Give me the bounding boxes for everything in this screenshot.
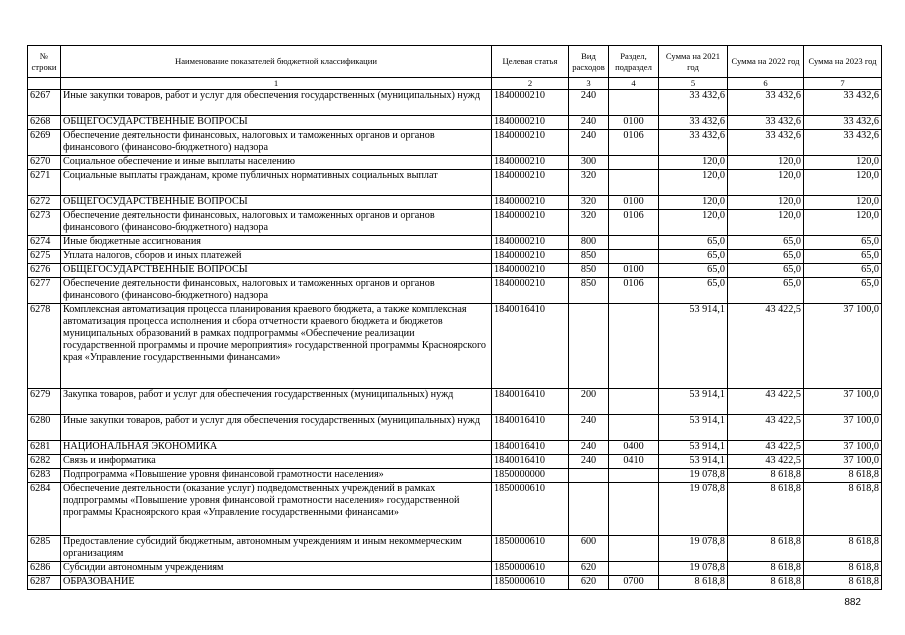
- expense-type: 620: [569, 562, 609, 576]
- sum-2022: 65,0: [728, 264, 804, 278]
- expense-type: [569, 483, 609, 536]
- sum-2022: 43 422,5: [728, 441, 804, 455]
- sum-2021: 65,0: [659, 278, 728, 304]
- row-number: 6274: [28, 236, 61, 250]
- indicator-name: ОБЩЕГОСУДАРСТВЕННЫЕ ВОПРОСЫ: [61, 264, 492, 278]
- sum-2021: 8 618,8: [659, 576, 728, 590]
- expense-type: 240: [569, 90, 609, 116]
- sum-2023: 8 618,8: [804, 469, 882, 483]
- row-number: 6271: [28, 170, 61, 196]
- expense-type: 240: [569, 455, 609, 469]
- sum-2022: 65,0: [728, 250, 804, 264]
- sum-2021: 19 078,8: [659, 483, 728, 536]
- table-row: [28, 455, 882, 469]
- sum-2023: 65,0: [804, 236, 882, 250]
- sum-2022: 120,0: [728, 196, 804, 210]
- sum-2021: 33 432,6: [659, 90, 728, 116]
- sum-2023: 33 432,6: [804, 90, 882, 116]
- expense-type: 620: [569, 576, 609, 590]
- section-code: [609, 536, 659, 562]
- target-article: 1840016410: [492, 389, 569, 415]
- target-article: 1840000210: [492, 116, 569, 130]
- header-sum-2021: Сумма на 2021 год: [659, 46, 728, 78]
- sum-2023: 37 100,0: [804, 441, 882, 455]
- column-index: 5: [659, 78, 728, 90]
- row-number: 6268: [28, 116, 61, 130]
- indicator-name: Уплата налогов, сборов и иных платежей: [61, 250, 492, 264]
- table-body: [28, 90, 882, 590]
- header-type: Вид расходов: [569, 46, 609, 78]
- sum-2021: 19 078,8: [659, 562, 728, 576]
- target-article: 1840016410: [492, 304, 569, 389]
- indicator-name: ОБРАЗОВАНИЕ: [61, 576, 492, 590]
- target-article: 1850000610: [492, 562, 569, 576]
- row-number: 6279: [28, 389, 61, 415]
- expense-type: 850: [569, 250, 609, 264]
- section-code: 0410: [609, 455, 659, 469]
- header-section: Раздел, подраздел: [609, 46, 659, 78]
- sum-2021: 53 914,1: [659, 455, 728, 469]
- row-number: 6270: [28, 156, 61, 170]
- page-number: 882: [844, 597, 861, 608]
- expense-type: 850: [569, 278, 609, 304]
- sum-2021: 120,0: [659, 210, 728, 236]
- target-article: 1840016410: [492, 455, 569, 469]
- section-code: 0100: [609, 116, 659, 130]
- indicator-name: Обеспечение деятельности (оказание услуг) подведомственных учреждений в рамках подпрограммы «Повышение уровня финансовой грамотности населения» государственной программы Красноярского края «Управление государственными финансами»: [61, 483, 492, 536]
- row-number: 6275: [28, 250, 61, 264]
- target-article: 1840000210: [492, 210, 569, 236]
- table-row: [28, 536, 882, 562]
- section-code: [609, 483, 659, 536]
- section-code: [609, 415, 659, 441]
- target-article: 1850000610: [492, 536, 569, 562]
- sum-2023: 33 432,6: [804, 116, 882, 130]
- indicator-name: Подпрограмма «Повышение уровня финансовой грамотности населения»: [61, 469, 492, 483]
- row-number: 6284: [28, 483, 61, 536]
- target-article: 1840016410: [492, 441, 569, 455]
- target-article: 1840000210: [492, 170, 569, 196]
- table-row: [28, 278, 882, 304]
- section-code: 0700: [609, 576, 659, 590]
- sum-2022: 43 422,5: [728, 304, 804, 389]
- expense-type: 300: [569, 156, 609, 170]
- section-code: [609, 469, 659, 483]
- target-article: 1850000610: [492, 576, 569, 590]
- sum-2021: 65,0: [659, 264, 728, 278]
- indicator-name: Социальное обеспечение и иные выплаты населению: [61, 156, 492, 170]
- indicator-name: ОБЩЕГОСУДАРСТВЕННЫЕ ВОПРОСЫ: [61, 116, 492, 130]
- sum-2023: 8 618,8: [804, 576, 882, 590]
- table-row: [28, 236, 882, 250]
- section-code: 0106: [609, 130, 659, 156]
- expense-type: 600: [569, 536, 609, 562]
- sum-2022: 8 618,8: [728, 469, 804, 483]
- sum-2023: 65,0: [804, 264, 882, 278]
- row-number: 6287: [28, 576, 61, 590]
- section-code: [609, 156, 659, 170]
- row-number: 6282: [28, 455, 61, 469]
- expense-type: 240: [569, 116, 609, 130]
- sum-2021: 65,0: [659, 236, 728, 250]
- expense-type: [569, 304, 609, 389]
- target-article: 1840000210: [492, 156, 569, 170]
- table-row: [28, 250, 882, 264]
- column-index: 2: [492, 78, 569, 90]
- section-code: 0106: [609, 278, 659, 304]
- budget-table: [27, 45, 882, 590]
- header-name: Наименование показателей бюджетной классификации: [61, 46, 492, 78]
- column-index: 3: [569, 78, 609, 90]
- sum-2023: 37 100,0: [804, 415, 882, 441]
- expense-type: 240: [569, 415, 609, 441]
- target-article: 1840000210: [492, 130, 569, 156]
- section-code: [609, 90, 659, 116]
- sum-2023: 8 618,8: [804, 562, 882, 576]
- sum-2021: 19 078,8: [659, 536, 728, 562]
- section-code: 0100: [609, 196, 659, 210]
- target-article: 1840000210: [492, 236, 569, 250]
- table-row: [28, 156, 882, 170]
- table-row: [28, 415, 882, 441]
- sum-2022: 120,0: [728, 210, 804, 236]
- expense-type: 240: [569, 441, 609, 455]
- table-row: [28, 130, 882, 156]
- sum-2023: 120,0: [804, 196, 882, 210]
- row-number: 6281: [28, 441, 61, 455]
- table-row: [28, 441, 882, 455]
- indicator-name: Обеспечение деятельности финансовых, налоговых и таможенных органов и органов финансового (финансово-бюджетного) надзора: [61, 210, 492, 236]
- header-sum-2023: Сумма на 2023 год: [804, 46, 882, 78]
- sum-2021: 33 432,6: [659, 130, 728, 156]
- row-number: 6267: [28, 90, 61, 116]
- sum-2022: 8 618,8: [728, 576, 804, 590]
- sum-2023: 8 618,8: [804, 536, 882, 562]
- table-row: [28, 562, 882, 576]
- expense-type: 800: [569, 236, 609, 250]
- sum-2021: 53 914,1: [659, 304, 728, 389]
- sum-2022: 43 422,5: [728, 415, 804, 441]
- sum-2023: 120,0: [804, 156, 882, 170]
- section-code: 0100: [609, 264, 659, 278]
- sum-2022: 33 432,6: [728, 130, 804, 156]
- header-target: Целевая статья: [492, 46, 569, 78]
- row-number: 6277: [28, 278, 61, 304]
- sum-2022: 65,0: [728, 236, 804, 250]
- sum-2023: 37 100,0: [804, 455, 882, 469]
- sum-2023: 120,0: [804, 210, 882, 236]
- indicator-name: ОБЩЕГОСУДАРСТВЕННЫЕ ВОПРОСЫ: [61, 196, 492, 210]
- target-article: 1840000210: [492, 264, 569, 278]
- table-row: [28, 469, 882, 483]
- expense-type: 200: [569, 389, 609, 415]
- column-index: 6: [728, 78, 804, 90]
- table-row: [28, 210, 882, 236]
- header-row-no: № строки: [28, 46, 61, 78]
- target-article: 1840000210: [492, 90, 569, 116]
- column-index: 1: [61, 78, 492, 90]
- sum-2023: 120,0: [804, 170, 882, 196]
- expense-type: 320: [569, 170, 609, 196]
- sum-2022: 65,0: [728, 278, 804, 304]
- sum-2022: 120,0: [728, 170, 804, 196]
- table-row: [28, 116, 882, 130]
- section-code: [609, 562, 659, 576]
- column-index: 4: [609, 78, 659, 90]
- expense-type: 320: [569, 196, 609, 210]
- expense-type: 320: [569, 210, 609, 236]
- table-row: [28, 483, 882, 536]
- indicator-name: Иные закупки товаров, работ и услуг для обеспечения государственных (муниципальных) нужд: [61, 415, 492, 441]
- row-number: 6272: [28, 196, 61, 210]
- sum-2022: 8 618,8: [728, 562, 804, 576]
- target-article: 1850000610: [492, 483, 569, 536]
- row-number: 6278: [28, 304, 61, 389]
- section-code: [609, 304, 659, 389]
- column-index: 7: [804, 78, 882, 90]
- column-index: [28, 78, 61, 90]
- sum-2023: 33 432,6: [804, 130, 882, 156]
- sum-2023: 37 100,0: [804, 389, 882, 415]
- expense-type: 240: [569, 130, 609, 156]
- sum-2022: 8 618,8: [728, 536, 804, 562]
- table-row: [28, 90, 882, 116]
- table-row: [28, 576, 882, 590]
- indicator-name: Комплексная автоматизация процесса планирования краевого бюджета, а также комплексная автоматизация процесса исполнения и сбора отчетности краевого бюджета и бюджетов муниципальных образований в рамках подпрограммы «Обеспечение реализации государственной программы и прочие мероприятия» государственной программы Красноярского края «Управление государственными финансами»: [61, 304, 492, 389]
- sum-2022: 33 432,6: [728, 90, 804, 116]
- indicator-name: Обеспечение деятельности финансовых, налоговых и таможенных органов и органов финансового (финансово-бюджетного) надзора: [61, 278, 492, 304]
- row-number: 6286: [28, 562, 61, 576]
- table-row: [28, 389, 882, 415]
- indicator-name: НАЦИОНАЛЬНАЯ ЭКОНОМИКА: [61, 441, 492, 455]
- sum-2021: 33 432,6: [659, 116, 728, 130]
- sum-2022: 43 422,5: [728, 389, 804, 415]
- header-row: [28, 46, 882, 78]
- section-code: [609, 170, 659, 196]
- section-code: [609, 389, 659, 415]
- sum-2022: 120,0: [728, 156, 804, 170]
- section-code: 0400: [609, 441, 659, 455]
- sum-2021: 120,0: [659, 156, 728, 170]
- indicator-name: Иные бюджетные ассигнования: [61, 236, 492, 250]
- sum-2021: 53 914,1: [659, 389, 728, 415]
- section-code: [609, 250, 659, 264]
- column-index-row: [28, 78, 882, 90]
- row-number: 6273: [28, 210, 61, 236]
- sum-2023: 65,0: [804, 278, 882, 304]
- row-number: 6269: [28, 130, 61, 156]
- table-row: [28, 170, 882, 196]
- table-row: [28, 264, 882, 278]
- sum-2023: 8 618,8: [804, 483, 882, 536]
- sum-2021: 53 914,1: [659, 415, 728, 441]
- row-number: 6280: [28, 415, 61, 441]
- indicator-name: Связь и информатика: [61, 455, 492, 469]
- target-article: 1850000000: [492, 469, 569, 483]
- target-article: 1840016410: [492, 415, 569, 441]
- table-row: [28, 196, 882, 210]
- row-number: 6283: [28, 469, 61, 483]
- sum-2022: 33 432,6: [728, 116, 804, 130]
- sum-2021: 53 914,1: [659, 441, 728, 455]
- indicator-name: Социальные выплаты гражданам, кроме публичных нормативных социальных выплат: [61, 170, 492, 196]
- sum-2021: 120,0: [659, 170, 728, 196]
- table-row: [28, 304, 882, 389]
- row-number: 6276: [28, 264, 61, 278]
- header-sum-2022: Сумма на 2022 год: [728, 46, 804, 78]
- sum-2022: 8 618,8: [728, 483, 804, 536]
- indicator-name: Предоставление субсидий бюджетным, автономным учреждениям и иным некоммерческим организациям: [61, 536, 492, 562]
- sum-2022: 43 422,5: [728, 455, 804, 469]
- indicator-name: Закупка товаров, работ и услуг для обеспечения государственных (муниципальных) нужд: [61, 389, 492, 415]
- sum-2021: 19 078,8: [659, 469, 728, 483]
- sum-2023: 37 100,0: [804, 304, 882, 389]
- expense-type: [569, 469, 609, 483]
- sum-2021: 120,0: [659, 196, 728, 210]
- expense-type: 850: [569, 264, 609, 278]
- indicator-name: Обеспечение деятельности финансовых, налоговых и таможенных органов и органов финансового (финансово-бюджетного) надзора: [61, 130, 492, 156]
- section-code: [609, 236, 659, 250]
- row-number: 6285: [28, 536, 61, 562]
- sum-2023: 65,0: [804, 250, 882, 264]
- indicator-name: Субсидии автономным учреждениям: [61, 562, 492, 576]
- target-article: 1840000210: [492, 196, 569, 210]
- indicator-name: Иные закупки товаров, работ и услуг для обеспечения государственных (муниципальных) нужд: [61, 90, 492, 116]
- target-article: 1840000210: [492, 278, 569, 304]
- section-code: 0106: [609, 210, 659, 236]
- target-article: 1840000210: [492, 250, 569, 264]
- sum-2021: 65,0: [659, 250, 728, 264]
